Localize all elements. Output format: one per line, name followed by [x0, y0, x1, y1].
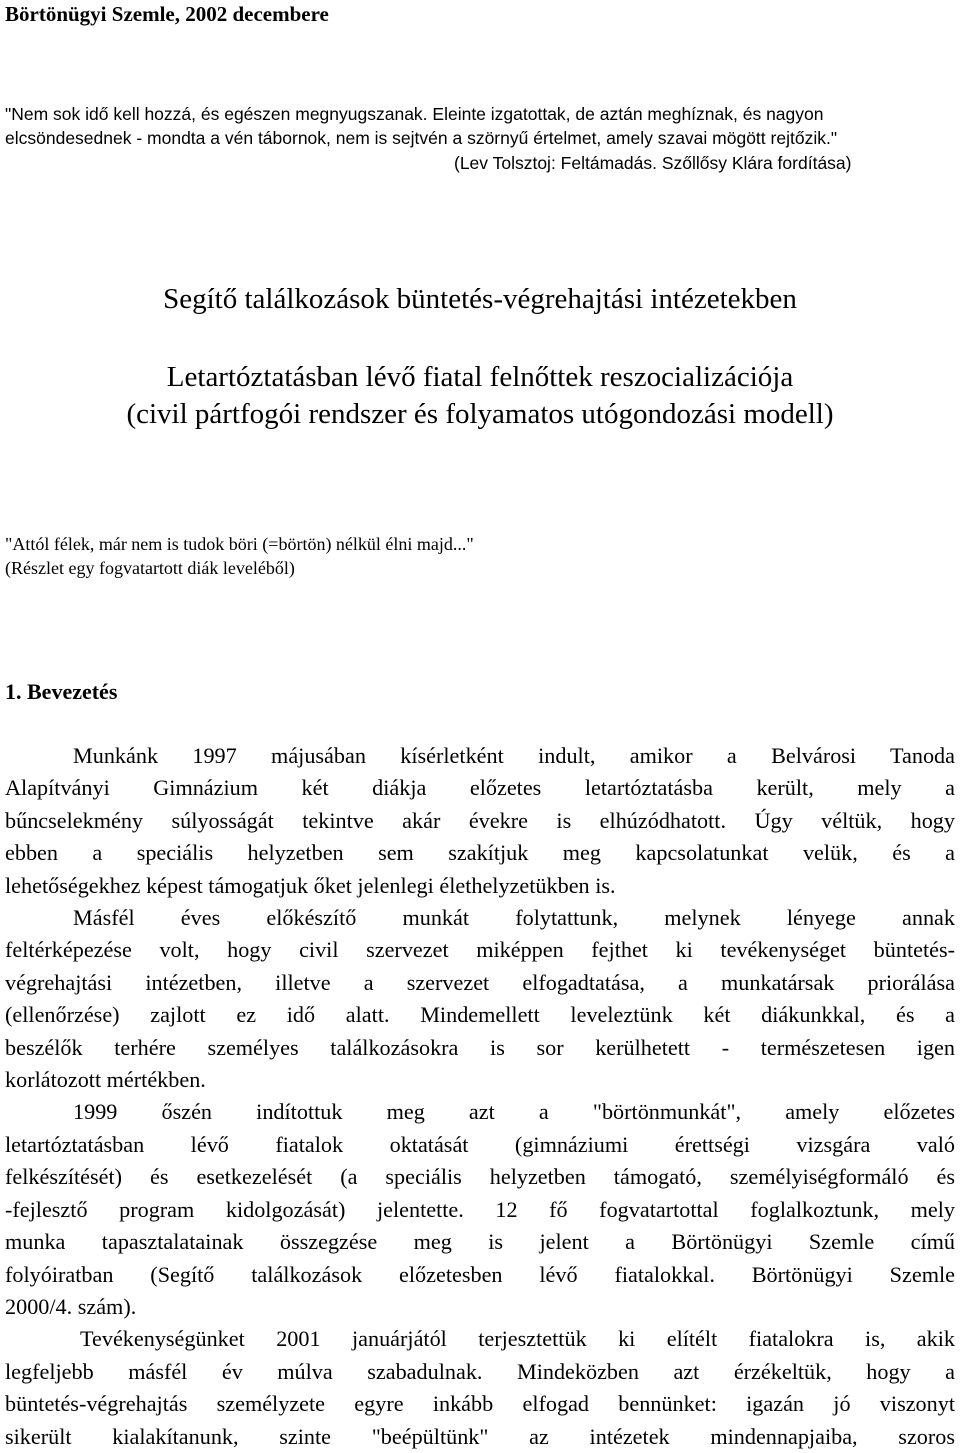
body-line: Munkánk 1997 májusában kísérletként indult, amikor a Belvárosi Tanoda	[73, 743, 955, 768]
body-line: korlátozott mértékben.	[5, 1067, 206, 1093]
body-line: feltérképezése volt, hogy civil szervezet miképpen fejthet ki tevékenységet büntetés-	[5, 937, 955, 963]
body-line: legfeljebb másfél év múlva szabadulnak. Mindeközben azt érzékeltük, hogy a	[5, 1358, 955, 1384]
body-line: lehetőségekhez képest támogatjuk őket jelenlegi élethelyzetükben is.	[5, 872, 616, 898]
body-line: (ellenőrzése) zajlott ez idő alatt. Mindemellett leveleztünk két diákunkkal, és a	[5, 1002, 955, 1028]
body-line: -fejlesztő program kidolgozását) jelentette. 12 fő fogvatartottal foglalkoztunk, mely	[5, 1196, 955, 1222]
article-subtitle: Letartóztatásban lévő fiatal felnőttek reszocializációja	[166, 361, 794, 393]
quote-text: "Attól félek, már nem is tudok böri (=börtön) nélkül élni majd..."	[5, 534, 474, 554]
body-line: Másfél éves előkészítő munkát folytattunk, melynek lényege annak	[73, 905, 955, 931]
body-line: büntetés-végrehajtás személyzete egyre inkább elfogad bennünket: igazán jó viszonyt	[5, 1391, 955, 1417]
section-heading: 1. Bevezetés	[5, 679, 118, 704]
article-subtitle: (civil pártfogói rendszer és folyamatos utógondozási modell)	[126, 398, 834, 430]
body-line: végrehajtási intézetben, illetve a szervezet elfogadtatása, a munkatársak priorálása	[5, 969, 955, 995]
body-line: Tevékenységünket 2001 januárjától terjesztettük ki elítélt fiatalokra is, akik	[80, 1326, 955, 1352]
body-line: 2000/4. szám).	[5, 1293, 137, 1319]
epigraph-line: elcsöndesednek - mondta a vén tábornok, nem is sejtvén a szörnyű értelmet, amely szavai mögött rejtőzik."	[5, 128, 838, 148]
quote-source: (Részlet egy fogvatartott diák leveléből)	[5, 558, 295, 578]
body-line: felkészítését) és esetkezelését (a speciális helyzetben támogató, személyiségformáló és	[5, 1164, 955, 1190]
epigraph-attribution: (Lev Tolsztoj: Feltámadás. Szőllősy Klára fordítása)	[454, 153, 852, 173]
body-line: Alapítványi Gimnázium két diákja előzetes letartóztatásba került, mely a	[5, 775, 955, 801]
article-title: Segítő találkozások büntetés-végrehajtási intézetekben	[163, 283, 797, 315]
article-body	[5, 740, 955, 1453]
body-line: folyóiratban (Segítő találkozások előzetesben lévő fiatalokkal. Börtönügyi Szemle	[5, 1261, 955, 1287]
body-line: bűncselekmény súlyosságát tekintve akár évekre is elhúzódhatott. Úgy véltük, hogy	[5, 807, 955, 833]
epigraph-line: "Nem sok idő kell hozzá, és egészen megnyugszanak. Eleinte izgatottak, de aztán meghíznak, és nagyon	[5, 104, 824, 124]
body-line: letartóztatásban lévő fiatalok oktatását (gimnáziumi érettségi vizsgára való	[5, 1131, 955, 1157]
body-line: sikerült kialakítanunk, szinte "beépültünk" az intézetek mindennapjaiba, szoros	[5, 1423, 955, 1449]
journal-header: Börtönügyi Szemle, 2002 decembere	[5, 2, 329, 26]
body-line: ebben a speciális helyzetben sem szakítjuk meg kapcsolatunkat velük, és a	[5, 840, 955, 866]
body-line: beszélők terhére személyes találkozásokra is sor kerülhetett - természetesen igen	[5, 1034, 955, 1060]
body-line: munka tapasztalatainak összegzése meg is jelent a Börtönügyi Szemle című	[5, 1229, 955, 1255]
body-line: 1999 őszén indítottuk meg azt a "börtönmunkát", amely előzetes	[73, 1099, 955, 1125]
